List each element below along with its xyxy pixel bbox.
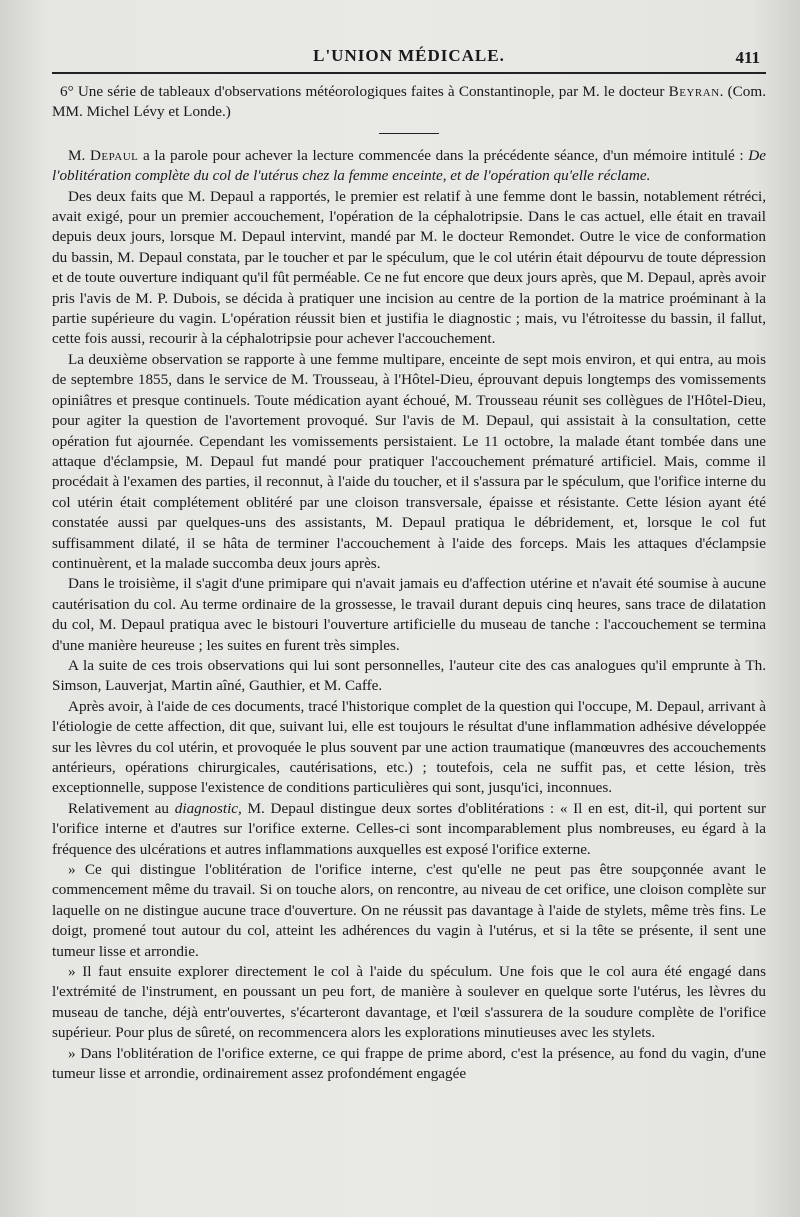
memoir-title: De l'oblitération complète du col de l'utérus chez la femme enceinte, et de l'opération qu'elle réclame. [52, 146, 767, 185]
paragraph-second-case: La deuxième observation se rapporte à une femme multipare, enceinte de sept mois environ, et qui entra, au mois de septembre 1855, dans le service de M. Trousseau, à l'Hôtel-Dieu, éprouvant depuis longtemps des vomissements opiniâtres et presque continuels. Toute médication ayant échoué, M. Trousseau réunit ses collègues de l'Hôtel-Dieu, pour agiter la question de l'avortement provoqué. Sur l'avis de M. Depaul, qui assistait à la consultation, cette opération fut ajournée. Cependant les vomissements persistaient. Le 11 octobre, la malade étant tombée dans une attaque d'éclampsie, M. Depaul fut mandé pour pratiquer l'accouchement prématuré artificiel. Mais, comme il procédait à l'examen des parties, il reconnut, à l'aide du toucher, et il s'assura par le spéculum, que l'orifice interne du col utérin était complétement oblitéré par une cloison transversale, épaisse et résistante. Cette lésion ayant été constatée aussi par quelques-uns des assistants, M. Depaul pratiqua le débridement, et, lorsque le col fut suffisamment dilaté, il se hâta de terminer l'accouchement à l'aide des forceps. Mais les attaques d'éclampsie continuèrent, et la malade succomba deux jours après. [52, 350, 766, 572]
running-title: L'UNION MÉDICALE. [313, 46, 505, 65]
body-text [52, 82, 766, 1085]
paragraph-etiology: Après avoir, à l'aide de ces documents, tracé l'historique complet de la question qui l'occupe, M. Depaul, arrivant à l'étiologie de cette affection, dit que, suivant lui, elle est toujours le résultat d'une inflammation adhésive développée sur les lèvres du col utérin, et provoquée le plus souvent par une action traumatique (manœuvres des accouchements antérieurs, opérations chirurgicales, cautérisations, etc.) ; toutefois, cela ne suffit pas, et cette lésion, très exceptionnelle, suppose l'existence de conditions particulières qui sont, jusqu'ici, inconnues. [52, 697, 766, 797]
paragraph-diagnostic [52, 799, 766, 860]
diagnostic-before: Relativement au [68, 799, 170, 817]
intro-text-before: Une série de tableaux d'observations météorologiques faites à Constantinople, par M. le docteur [77, 83, 665, 100]
page-number: 411 [735, 48, 760, 67]
quoted-paragraph-speculum: » Il faut ensuite explorer directement le col à l'aide du spéculum. Une fois que le col aura été engagé dans l'extrémité de l'instrument, en poussant un peu fort, de manière à soulever en quelque sorte l'utérus, les lèvres du museau de tanche, déjà entr'ouvertes, s'écarteront davantage, et l'œil s'assurera de la soudure complète de l'orifice supérieur. Pour plus de sûreté, on recommencera alors les explorations minutieuses avec les stylets. [52, 963, 766, 1042]
quoted-paragraph-external: » Dans l'oblitération de l'orifice externe, ce qui frappe de prime abord, c'est la présence, au fond du vagin, d'une tumeur lisse et arrondie, ordinairement assez profondément engagée [52, 1044, 766, 1083]
diagnostic-after: M. Depaul distingue deux sortes d'oblitérations : « Il en est, dit-il, qui portent sur l'orifice interne et d'autres sur l'orifice externe. Celles-ci sont incomparablement plus nombreuses, eu égard à la fréquence des ulcérations et autres inflammations auxquelles est exposé l'orifice externe. [52, 799, 767, 858]
speaker-prefix: M. [68, 146, 86, 164]
opening-paragraph [52, 146, 766, 187]
diagnostic-emphasis: diagnostic, [174, 799, 242, 817]
page-header [52, 40, 766, 70]
paragraph-analogous-cases: A la suite de ces trois observations qui lui sont personnelles, l'auteur cite des cas analogues qu'il emprunte à Th. Simson, Lauverjat, Martin aîné, Gauthier, et M. Caffe. [52, 656, 766, 695]
intro-number: 6° [60, 83, 74, 100]
paragraph-first-case: Des deux faits que M. Depaul a rapportés, le premier est relatif à une femme dont le bassin, notablement rétréci, avait exigé, pour un premier accouchement, l'opération de la céphalotripsie. Dans le cas actuel, elle était en travail depuis deux jours, lorsque M. Depaul intervint, mandé par M. le docteur Remondet. Outre le vice de conformation du bassin, M. Depaul constata, par le toucher et par le spéculum, que le col utérin était dépourvu de toute dépression et de toute ouverture indiquant qu'il fût perméable. Ce ne fut encore que deux jours après, que M. Depaul, après avoir pris l'avis de M. P. Dubois, se décida à pratiquer une incision au centre de la portion de la matrice proéminant à la partie supérieure du vagin. L'opération réussit bien et justifia le diagnostic ; mais, vu l'étroitesse du bassin, il fallut, cette fois aussi, recourir à la céphalotripsie pour achever l'accouchement. [52, 187, 766, 348]
section-separator [379, 133, 439, 134]
quoted-paragraph-internal: » Ce qui distingue l'oblitération de l'orifice interne, c'est qu'elle ne peut pas être soupçonnée avant le commencement même du travail. Si on touche alors, on rencontre, au niveau de cet orifice, une cloison complète sur laquelle on ne distingue aucune trace d'ouverture. On ne réussit pas davantage à l'aide de stylets, même très fins. Le doigt, promené tout autour du col, atteint les adhérences du vagin à l'utérus, et si la tête se présente, il sent une tumeur lisse et arrondie. [52, 861, 766, 960]
speaker-name: Depaul [89, 146, 139, 164]
intro-name: Beyran [668, 83, 720, 100]
header-rule [52, 72, 766, 74]
paragraph-third-case: Dans le troisième, il s'agit d'une primipare qui n'avait jamais eu d'affection utérine et n'avait été soumise à aucune cautérisation du col. Au terme ordinaire de la grossesse, le travail durant depuis cinq heures, sans trace de dilatation du col, M. Depaul pratiqua avec le bistouri l'ouverture artificielle du museau de tanche : l'accouchement se termina d'une manière heureuse ; les suites en furent très simples. [52, 575, 766, 654]
opening-text: a la parole pour achever la lecture commencée dans la précédente séance, d'un mémoire intitulé : [143, 146, 744, 164]
intro-paragraph [52, 82, 766, 123]
intro-text-after: . (Com. MM. Michel Lévy et Londe.) [52, 83, 767, 121]
